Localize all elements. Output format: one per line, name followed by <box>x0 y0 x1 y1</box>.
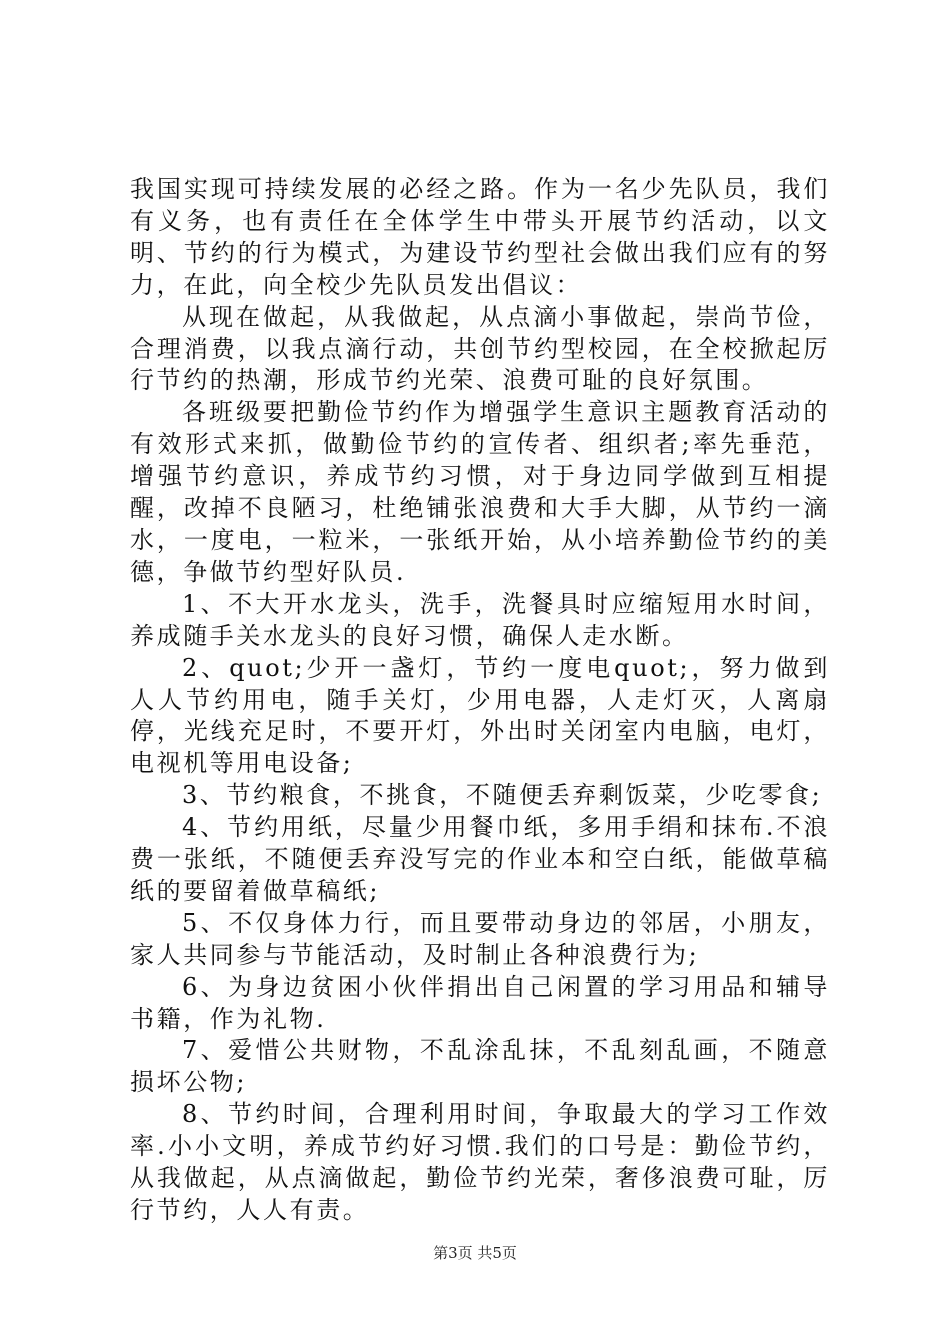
paragraph-intro: 我国实现可持续发展的必经之路。作为一名少先队员，我们有义务，也有责任在全体学生中带头开展节约活动，以文明、节约的行为模式，为建设节约型社会做出我们应有的努力，在此，向全校少先队员发出倡议： <box>130 175 830 299</box>
document-body <box>130 174 830 1227</box>
list-item-5: 5、不仅身体力行，而且要带动身边的邻居，小朋友，家人共同参与节能活动，及时制止各种浪费行为; <box>130 908 830 969</box>
paragraph-start-now: 从现在做起，从我做起，从点滴小事做起，崇尚节俭，合理消费，以我点滴行动，共创节约型校园，在全校掀起厉行节约的热潮，形成节约光荣、浪费可耻的良好氛围。 <box>130 302 830 395</box>
list-item-3: 3、节约粮食，不挑食，不随便丢弃剩饭菜，少吃零食; <box>182 781 823 810</box>
list-item-1: 1、不大开水龙头，洗手，洗餐具时应缩短用水时间，养成随手关水龙头的良好习惯，确保人走水断。 <box>130 589 830 650</box>
list-item-6: 6、为身边贫困小伙伴捐出自己闲置的学习用品和辅导书籍，作为礼物. <box>130 972 830 1033</box>
list-item-4: 4、节约用纸，尽量少用餐巾纸，多用手绢和抹布.不浪费一张纸，不随便丢弃没写完的作业本和空白纸，能做草稿纸的要留着做草稿纸; <box>130 813 830 905</box>
list-item-8: 8、节约时间，合理利用时间，争取最大的学习工作效率.小小文明，养成节约好习惯.我们的口号是：勤俭节约，从我做起，从点滴做起，勤俭节约光荣，奢侈浪费可耻，厉行节约，人人有责。 <box>130 1100 830 1224</box>
paragraph-class-requirement: 各班级要把勤俭节约作为增强学生意识主题教育活动的有效形式来抓，做勤俭节约的宣传者、组织者;率先垂范，增强节约意识，养成节约习惯，对于身边同学做到互相提醒，改掉不良陋习，杜绝铺张浪费和大手大脚，从节约一滴水，一度电，一粒米，一张纸开始，从小培养勤俭节约的美德，争做节约型好队员. <box>130 398 830 586</box>
list-item-7: 7、爱惜公共财物，不乱涂乱抹，不乱刻乱画，不随意损坏公物; <box>130 1036 830 1097</box>
page-number-footer: 第3页 共5页 <box>433 1244 517 1262</box>
list-item-2: 2、quot;少开一盏灯，节约一度电quot;，努力做到人人节约用电，随手关灯，少用电器，人走灯灭，人离扇停，光线充足时，不要开灯，外出时关闭室内电脑，电灯，电视机等用电设备; <box>130 653 830 778</box>
